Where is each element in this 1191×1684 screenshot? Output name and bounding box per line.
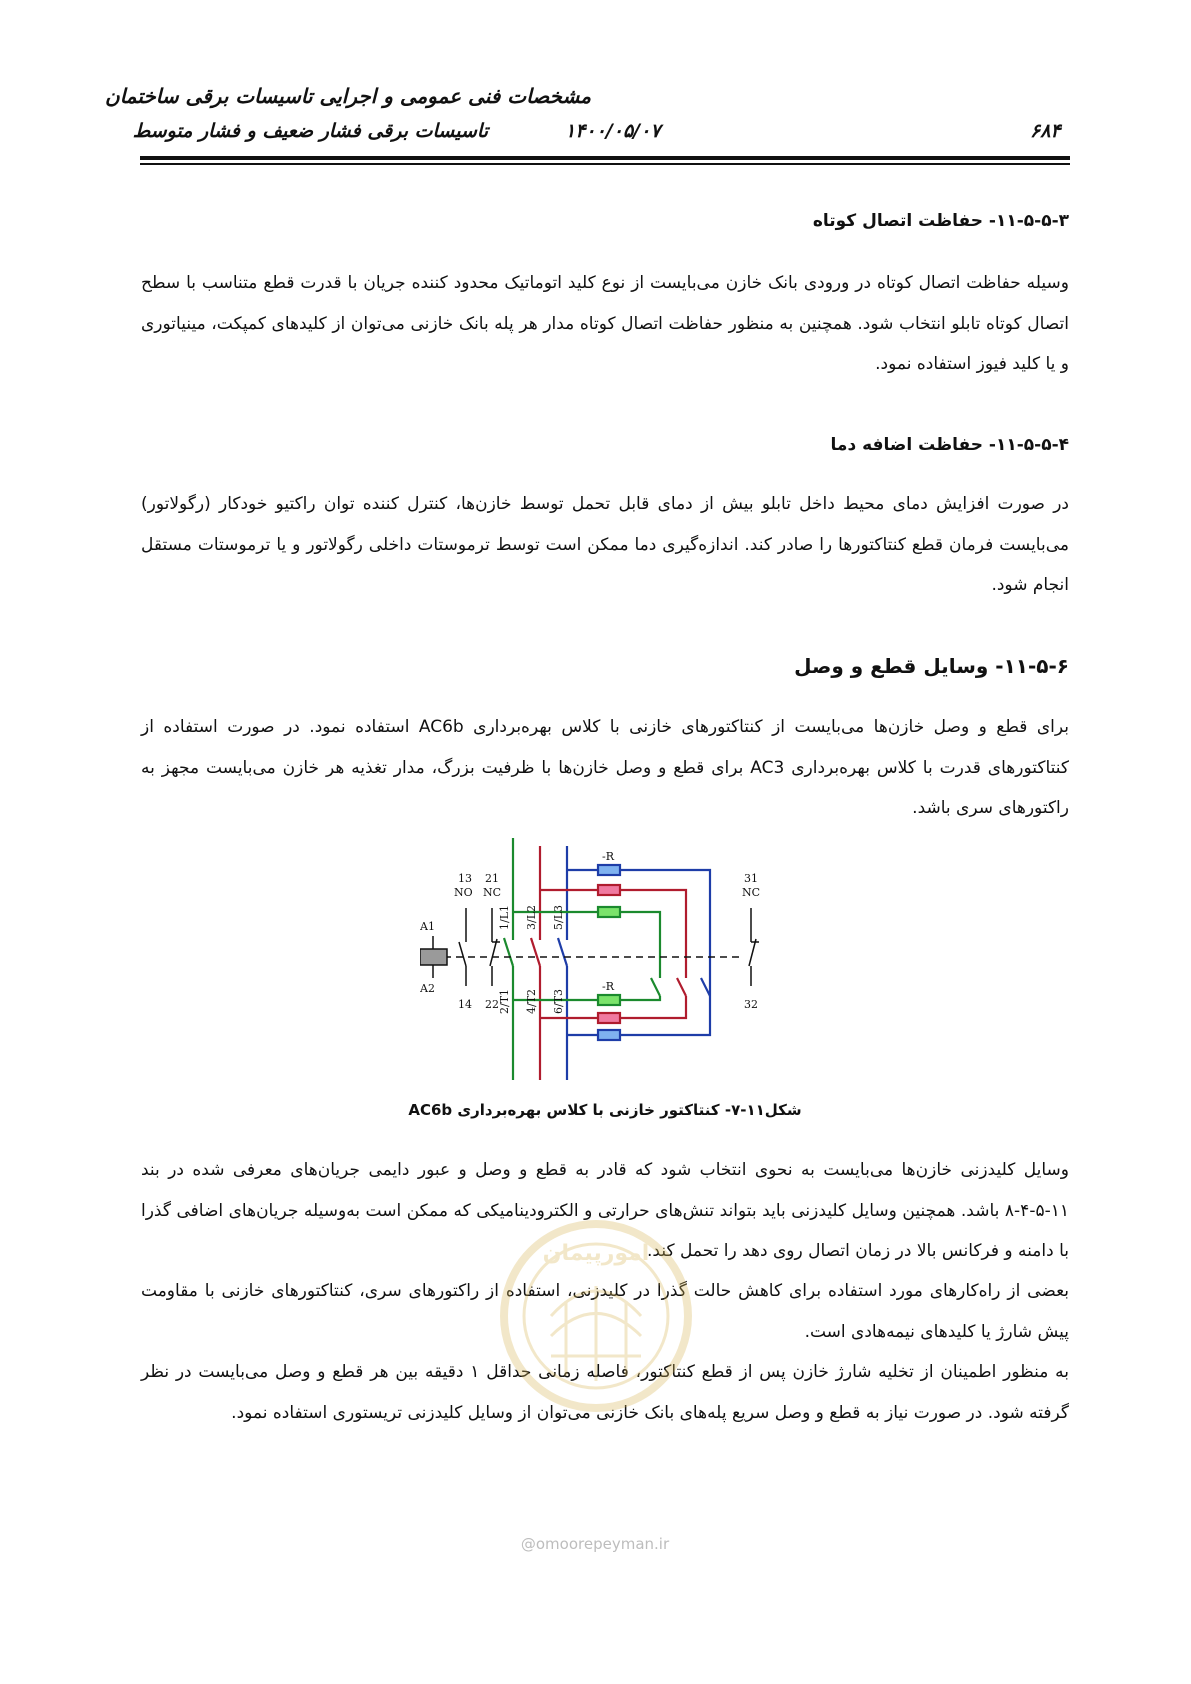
label-31: 31 [744, 872, 758, 885]
document-date: ۱۴۰۰/۰۵/۰۷ [565, 120, 661, 142]
section-heading-short-circuit: ۱۱-۵-۵-۳- حفاظت اتصال کوتاه [812, 211, 1069, 231]
header-rule-thick [140, 156, 1070, 160]
contactor-diagram [420, 838, 780, 1080]
figure-caption: شکل۱۱-۷- کنتاکتور خازنی با کلاس بهره‌برداری AC6b [408, 1101, 802, 1119]
label-r-bottom: -R [602, 980, 614, 993]
label-14: 14 [458, 998, 472, 1011]
label-21: 21 [485, 872, 499, 885]
resistor-top-green [598, 907, 620, 917]
paragraph-discharge-time: به منظور اطمینان از تخلیه شارژ خازن پس از قطع کنتاکتور، فاصله زمانی حداقل ۱ دقیقه بین هر قطع و وصل می‌بایست در نظر گرفته شود. در صورت نیاز به قطع و وصل سریع پله‌های بانک خازنی می‌توان از وسایل کلیدزنی تریستوری استفاده نمود. [141, 1362, 1069, 1423]
document-subtitle: تاسیسات برقی فشار ضعیف و فشار متوسط [132, 120, 488, 142]
header-rule-thin [140, 163, 1070, 165]
section-heading-switching-devices: ۱۱-۵-۶- وسایل قطع و وصل [794, 654, 1069, 678]
paragraph-overtemperature: در صورت افزایش دمای محیط داخل تابلو بیش از دمای قابل تحمل توسط خازن‌ها، کنترل کننده توان راکتیو خودکار (رگولاتور) می‌بایست فرمان قطع کنتاکتورها را صادر کند. اندازه‌گیری دما ممکن است توسط ترموستات داخلی رگولاتور و یا ترموستات مستقل انجام شود. [141, 494, 1069, 595]
section-heading-overtemperature: ۱۱-۵-۵-۴- حفاظت اضافه دما [830, 435, 1069, 455]
document-title: مشخصات فنی عمومی و اجرایی تاسیسات برقی ساختمان [105, 84, 591, 108]
label-a2: A2 [420, 982, 435, 995]
label-no: NO [454, 886, 473, 899]
resistor-top-red [598, 885, 620, 895]
paragraph-short-circuit: وسیله حفاظت اتصال کوتاه در ورودی بانک خازن می‌بایست از نوع کلید اتوماتیک محدود کننده جریان با قدرت قطع متناسب با سطح اتصال کوتاه تابلو انتخاب شود. همچنین به منظور حفاظت اتصال کوتاه مدار هر پله بانک خازنی می‌توان از کلیدهای کمپکت، مینیاتوری و یا کلید فیوز استفاده نمود. [141, 273, 1069, 374]
label-nc-2: NC [742, 886, 761, 899]
label-l2: 3/L2 [525, 904, 538, 930]
paragraph-switching-devices: برای قطع و وصل خازن‌ها می‌بایست از کنتاکتورهای خازنی با کلاس بهره‌برداری AC6b استفاده نمود. در صورت استفاده از کنتاکتورهای قدرت با کلاس بهره‌برداری AC3 برای قطع و وصل خازن‌ها با ظرفیت بزرگ، مدار تغذیه هر خازن می‌بایست مجهز به راکتورهای سری باشد. [141, 717, 1069, 818]
label-32: 32 [744, 998, 758, 1011]
coil-symbol [420, 949, 447, 965]
watermark-logo [496, 1196, 696, 1436]
label-t1: 2/T1 [498, 988, 511, 1014]
label-22: 22 [485, 998, 499, 1011]
label-r-top: -R [602, 850, 614, 863]
label-nc-1: NC [483, 886, 502, 899]
label-l3: 5/L3 [552, 904, 565, 930]
watermark-site: @omoorepeyman.ir [520, 1535, 670, 1553]
resistor-bottom-blue [598, 1030, 620, 1040]
label-t3: 6/T3 [552, 988, 565, 1014]
label-t2: 4/T2 [525, 988, 538, 1014]
resistor-bottom-green [598, 995, 620, 1005]
page-number: ۶۸۴ [1030, 120, 1061, 142]
label-a1: A1 [420, 920, 435, 933]
watermark-logo-text: امورپیمان [542, 1241, 650, 1266]
label-13: 13 [458, 872, 472, 885]
paragraph-switching-current: وسایل کلیدزنی خازن‌ها می‌بایست به نحوی انتخاب شود که قادر به قطع و وصل و عبور دایمی جریان‌های معرفی شده در بند ۱۱-۵-۴-۸ باشد. همچنین وسایل کلیدزنی باید بتواند تنش‌های حرارتی و الکترودینامیکی که ممکن است به‌وسیله جریان‌های اضافی گذرا با دامنه و فرکانس بالا در زمان اتصال روی دهد را تحمل کند. [141, 1160, 1069, 1261]
paragraph-transient-methods: بعضی از راه‌کارهای مورد استفاده برای کاهش حالت گذرا در کلیدزنی، استفاده از راکتورهای سری، کنتاکتورهای خازنی با مقاومت پیش شارژ یا کلیدهای نیمه‌هادی است. [141, 1281, 1069, 1342]
resistor-bottom-red [598, 1013, 620, 1023]
label-l1: 1/L1 [498, 904, 511, 930]
resistor-top-blue [598, 865, 620, 875]
